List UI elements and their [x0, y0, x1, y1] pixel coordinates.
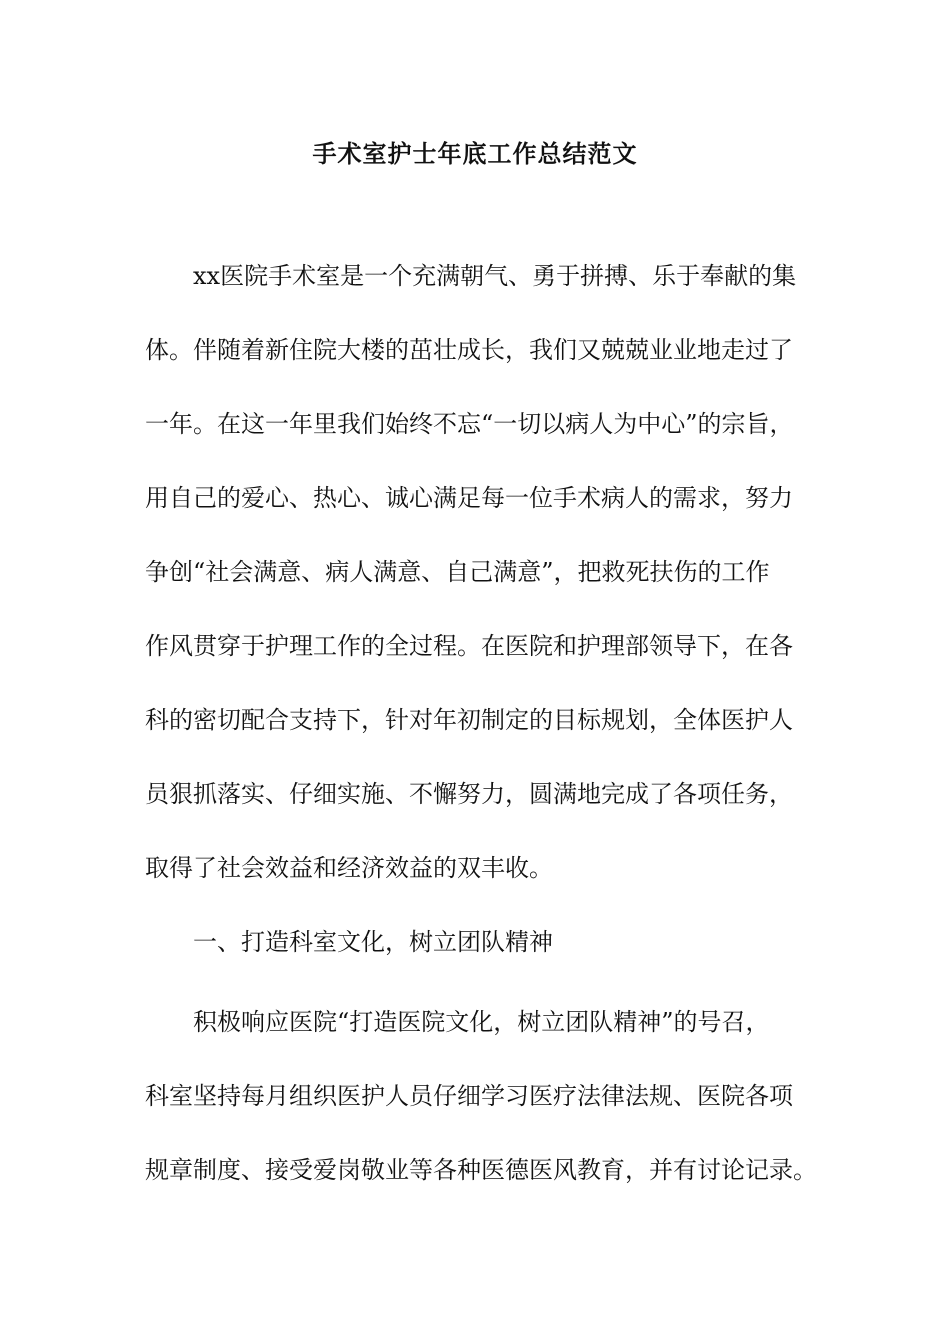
document-title: 手术室护士年底工作总结范文: [312, 139, 638, 168]
paragraph-line: xx医院手术室是一个充满朝气、勇于拼搏、乐于奉献的集: [193, 262, 797, 290]
paragraph-line: 员狠抓落实、仔细实施、不懈努力，圆满地完成了各项任务，: [145, 780, 793, 808]
paragraph-line: 科室坚持每月组织医护人员仔细学习医疗法律法规、医院各项: [145, 1082, 793, 1110]
paragraph-line: 体。伴随着新住院大楼的茁壮成长，我们又兢兢业业地走过了: [145, 336, 793, 364]
paragraph-line: 一年。在这一年里我们始终不忘“一切以病人为中心”的宗旨，: [145, 410, 794, 438]
paragraph-line: 取得了社会效益和经济效益的双丰收。: [145, 854, 553, 882]
paragraph-line: 科的密切配合支持下，针对年初制定的目标规划，全体医护人: [145, 706, 793, 734]
section-heading: 一、打造科室文化，树立团队精神: [193, 928, 553, 956]
paragraph-line: 积极响应医院“打造医院文化，树立团队精神”的号召，: [193, 1008, 770, 1036]
paragraph-line: 作风贯穿于护理工作的全过程。在医院和护理部领导下，在各: [145, 632, 793, 660]
paragraph-line: 用自己的爱心、热心、诚心满足每一位手术病人的需求，努力: [145, 484, 793, 512]
paragraph-line: 规章制度、接受爱岗敬业等各种医德医风教育，并有讨论记录。: [145, 1156, 817, 1184]
paragraph-line: 争创“社会满意、病人满意、自己满意”，把救死扶伤的工作: [145, 558, 770, 586]
